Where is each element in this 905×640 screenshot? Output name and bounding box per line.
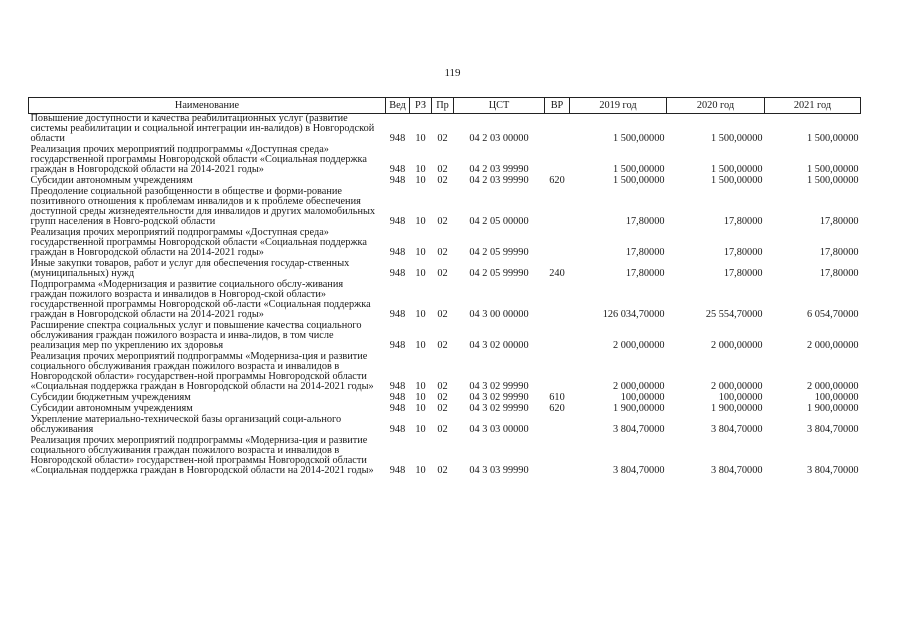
row-vr bbox=[545, 145, 570, 176]
row-pr: 02 bbox=[437, 465, 448, 476]
row-vr bbox=[545, 321, 570, 352]
row-2021: 3 804,70000 bbox=[807, 424, 859, 435]
table-row bbox=[29, 114, 861, 146]
row-name: Реализация прочих мероприятий подпрограммы «Модерниза-ция и развитие социального обслуживания граждан пожилого возраста и инвалидов в Новгородской области» государствен-ной программы Новгородской области «Социальная поддержка граждан в Новгородской области на 2014-2021 годы» bbox=[30, 435, 374, 476]
row-cst: 04 3 00 00000 bbox=[469, 309, 529, 320]
header-cst: ЦСТ bbox=[454, 98, 545, 114]
row-cst: 04 2 05 00000 bbox=[469, 216, 529, 227]
row-ved: 948 bbox=[389, 216, 406, 227]
row-rz: 10 bbox=[415, 381, 426, 392]
row-name: Расширение спектра социальных услуг и повышение качества социального обслуживания граждан пожилого возраста и инва-лидов, в том числе реализация мер по укреплению их здоровья bbox=[30, 320, 362, 351]
row-2021: 17,80000 bbox=[819, 247, 859, 258]
table-body bbox=[29, 114, 861, 478]
row-name: Реализация прочих мероприятий подпрограммы «Доступная среда» государственной программы Новгородской области «Социальная поддержка граждан в Новгородской области на 2014-2021 годы» bbox=[30, 144, 367, 175]
row-vr: 620 bbox=[549, 175, 565, 186]
row-ved: 948 bbox=[389, 465, 406, 476]
row-vr bbox=[545, 436, 570, 477]
row-2020: 1 500,00000 bbox=[711, 175, 763, 186]
header-pr: Пр bbox=[432, 98, 454, 114]
row-2021: 3 804,70000 bbox=[807, 465, 859, 476]
row-rz: 10 bbox=[415, 309, 426, 320]
row-vr bbox=[545, 415, 570, 436]
header-rz: РЗ bbox=[410, 98, 432, 114]
row-2021: 1 500,00000 bbox=[807, 175, 859, 186]
row-rz: 10 bbox=[415, 175, 426, 186]
row-pr: 02 bbox=[437, 268, 448, 279]
row-rz: 10 bbox=[415, 268, 426, 279]
page-number: 119 bbox=[444, 67, 461, 79]
row-2020: 17,80000 bbox=[723, 268, 763, 279]
header-ved: Вед bbox=[386, 98, 410, 114]
row-name: Субсидии автономным учреждениям bbox=[30, 403, 193, 414]
header-2020: 2020 год bbox=[667, 98, 765, 114]
row-2019: 1 500,00000 bbox=[613, 133, 665, 144]
row-2021: 1 900,00000 bbox=[807, 403, 859, 414]
row-cst: 04 2 03 99990 bbox=[469, 175, 529, 186]
row-cst: 04 2 05 99990 bbox=[469, 268, 529, 279]
row-2020: 2 000,00000 bbox=[711, 381, 763, 392]
row-pr: 02 bbox=[437, 309, 448, 320]
row-2020: 1 900,00000 bbox=[711, 403, 763, 414]
row-rz: 10 bbox=[415, 340, 426, 351]
row-rz: 10 bbox=[415, 216, 426, 227]
header-2019: 2019 год bbox=[570, 98, 667, 114]
row-cst: 04 3 03 99990 bbox=[469, 465, 529, 476]
row-pr: 02 bbox=[437, 424, 448, 435]
row-vr: 620 bbox=[549, 403, 565, 414]
row-2019: 1 500,00000 bbox=[613, 175, 665, 186]
row-2019: 17,80000 bbox=[625, 216, 665, 227]
table-row bbox=[29, 352, 861, 393]
row-2020: 25 554,70000 bbox=[705, 309, 763, 320]
table-row bbox=[29, 259, 861, 280]
row-vr bbox=[545, 187, 570, 228]
row-ved: 948 bbox=[389, 268, 406, 279]
row-name: Субсидии автономным учреждениям bbox=[30, 175, 193, 186]
row-cst: 04 3 02 99990 bbox=[469, 392, 529, 403]
row-name: Подпрограмма «Модернизация и развитие социального обслу-живания граждан пожилого возраста и инвалидов в Новгород-ской области» государственной программы Новгородской об-ласти «Социальная поддержка граждан в Новгородской области на 2014-2021 годы» bbox=[30, 279, 371, 320]
row-ved: 948 bbox=[389, 175, 406, 186]
row-2019: 17,80000 bbox=[625, 247, 665, 258]
row-2021: 100,00000 bbox=[814, 392, 859, 403]
row-ved: 948 bbox=[389, 309, 406, 320]
row-name: Реализация прочих мероприятий подпрограммы «Модерниза-ция и развитие социального обслуживания граждан пожилого возраста и инвалидов в Новгородской области» государствен-ной программы Новгородской области «Социальная поддержка граждан в Новгородской области на 2014-2021 годы» bbox=[30, 351, 374, 392]
row-rz: 10 bbox=[415, 403, 426, 414]
row-cst: 04 3 02 99990 bbox=[469, 403, 529, 414]
row-2019: 3 804,70000 bbox=[613, 465, 665, 476]
row-2019: 1 900,00000 bbox=[613, 403, 665, 414]
table-header-row bbox=[29, 98, 861, 114]
row-2021: 1 500,00000 bbox=[807, 164, 859, 175]
row-2019: 126 034,70000 bbox=[602, 309, 665, 320]
row-2019: 2 000,00000 bbox=[613, 340, 665, 351]
row-2020: 3 804,70000 bbox=[711, 465, 763, 476]
row-name: Субсидии бюджетным учреждениям bbox=[30, 392, 191, 403]
row-ved: 948 bbox=[389, 381, 406, 392]
table-row bbox=[29, 415, 861, 436]
table-row bbox=[29, 228, 861, 259]
row-pr: 02 bbox=[437, 403, 448, 414]
row-cst: 04 2 03 00000 bbox=[469, 133, 529, 144]
table-row bbox=[29, 280, 861, 321]
row-vr bbox=[545, 280, 570, 321]
row-ved: 948 bbox=[389, 392, 406, 403]
row-cst: 04 2 05 99990 bbox=[469, 247, 529, 258]
table-row bbox=[29, 145, 861, 176]
row-pr: 02 bbox=[437, 216, 448, 227]
row-pr: 02 bbox=[437, 381, 448, 392]
table-row bbox=[29, 436, 861, 477]
row-name: Повышение доступности и качества реабилитационных услуг (развитие системы реабилитации и социальной интеграции ин-валидов) в Новгородской области bbox=[30, 113, 375, 144]
row-rz: 10 bbox=[415, 465, 426, 476]
row-pr: 02 bbox=[437, 175, 448, 186]
row-vr bbox=[545, 352, 570, 393]
header-2021: 2021 год bbox=[765, 98, 861, 114]
row-2019: 2 000,00000 bbox=[613, 381, 665, 392]
row-name: Преодоление социальной разобщенности в обществе и форми-рование позитивного отношения к проблемам инвалидов и к проблеме обеспечения доступной среды жизнедеятельности для инвалидов и других маломобильных групп населения в Новго-родской области bbox=[30, 186, 376, 227]
row-pr: 02 bbox=[437, 164, 448, 175]
row-2021: 6 054,70000 bbox=[807, 309, 859, 320]
row-2019: 1 500,00000 bbox=[613, 164, 665, 175]
row-2020: 3 804,70000 bbox=[711, 424, 763, 435]
row-2020: 1 500,00000 bbox=[711, 133, 763, 144]
row-cst: 04 2 03 99990 bbox=[469, 164, 529, 175]
row-ved: 948 bbox=[389, 403, 406, 414]
row-2020: 17,80000 bbox=[723, 216, 763, 227]
row-vr bbox=[545, 228, 570, 259]
row-2021: 17,80000 bbox=[819, 268, 859, 279]
row-cst: 04 3 02 99990 bbox=[469, 381, 529, 392]
row-2020: 2 000,00000 bbox=[711, 340, 763, 351]
row-pr: 02 bbox=[437, 340, 448, 351]
row-name: Иные закупки товаров, работ и услуг для обеспечения государ-ственных (муниципальных) нужд bbox=[30, 258, 350, 279]
budget-table bbox=[28, 97, 861, 477]
row-vr: 610 bbox=[549, 392, 565, 403]
table-row bbox=[29, 187, 861, 228]
row-ved: 948 bbox=[389, 247, 406, 258]
row-rz: 10 bbox=[415, 247, 426, 258]
row-2020: 17,80000 bbox=[723, 247, 763, 258]
header-vr: ВР bbox=[545, 98, 570, 114]
row-2021: 1 500,00000 bbox=[807, 133, 859, 144]
row-ved: 948 bbox=[389, 340, 406, 351]
row-vr bbox=[545, 114, 570, 146]
row-2021: 2 000,00000 bbox=[807, 340, 859, 351]
row-cst: 04 3 02 00000 bbox=[469, 340, 529, 351]
row-name: Реализация прочих мероприятий подпрограммы «Доступная среда» государственной программы Новгородской области «Социальная поддержка граждан в Новгородской области на 2014-2021 годы» bbox=[30, 227, 367, 258]
row-cst: 04 3 03 00000 bbox=[469, 424, 529, 435]
row-rz: 10 bbox=[415, 424, 426, 435]
row-rz: 10 bbox=[415, 133, 426, 144]
header-name: Наименование bbox=[29, 98, 386, 114]
table-row bbox=[29, 321, 861, 352]
row-rz: 10 bbox=[415, 392, 426, 403]
row-2021: 17,80000 bbox=[819, 216, 859, 227]
row-name: Укрепление материально-технической базы организаций соци-ального обслуживания bbox=[30, 414, 342, 435]
row-pr: 02 bbox=[437, 247, 448, 258]
row-ved: 948 bbox=[389, 133, 406, 144]
row-2019: 17,80000 bbox=[625, 268, 665, 279]
row-pr: 02 bbox=[437, 392, 448, 403]
row-rz: 10 bbox=[415, 164, 426, 175]
row-2021: 2 000,00000 bbox=[807, 381, 859, 392]
row-ved: 948 bbox=[389, 164, 406, 175]
row-ved: 948 bbox=[389, 424, 406, 435]
row-2020: 100,00000 bbox=[718, 392, 763, 403]
row-2019: 100,00000 bbox=[620, 392, 665, 403]
row-vr: 240 bbox=[549, 268, 565, 279]
row-pr: 02 bbox=[437, 133, 448, 144]
row-2020: 1 500,00000 bbox=[711, 164, 763, 175]
row-2019: 3 804,70000 bbox=[613, 424, 665, 435]
